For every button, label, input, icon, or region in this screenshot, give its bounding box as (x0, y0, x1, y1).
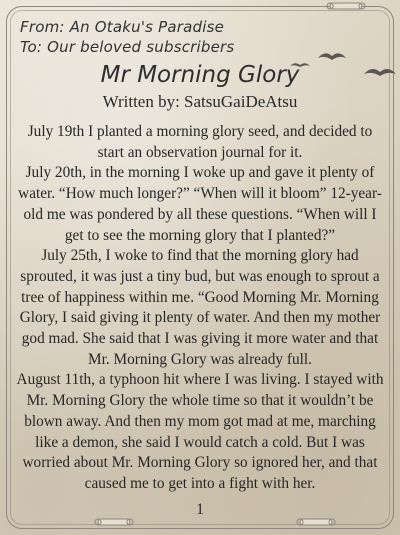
story-paragraph: July 20th, in the morning I woke up and gave it plenty of water. “How much longer?” “When will it bloom” 12-year-old me was pondered by all these questions. “When will I get to see the morning glory that I planted?” (18, 164, 382, 244)
story-paragraph: July 19th I planted a morning glory seed, and decided to start an observation journal for it. (27, 123, 373, 161)
scroll-ornament-icon (324, 1, 368, 11)
story-title: Mr Morning Glory (100, 62, 300, 88)
story-byline: Written by: SatsuGaiDeAtsu (102, 92, 298, 111)
story-body (16, 122, 384, 495)
to-line: To: Our beloved subscribers (20, 38, 235, 56)
page-number: 1 (196, 501, 204, 518)
story-paragraph: July 25th, I woke to find that the morning glory had sprouted, it was just a tiny bud, but was enough to sprout a tree of happiness within me. “Good Morning Mr. Morning Glory, I said giving it plenty of water. And then my mother god mad. She said that I was giving it more water and that Mr. Morning Glory was already full. (19, 247, 381, 368)
from-line: From: An Otaku's Paradise (20, 18, 225, 36)
story-paragraph: August 11th, a typhoon hit where I was living. I stayed with Mr. Morning Glory the whole time so that it wouldn’t be blown away. And then my mom got mad at me, marching like a demon, she said I would catch a cold. But I was worried about Mr. Morning Glory so ignored her, and that caused me to get into a fight with her. (16, 371, 384, 492)
